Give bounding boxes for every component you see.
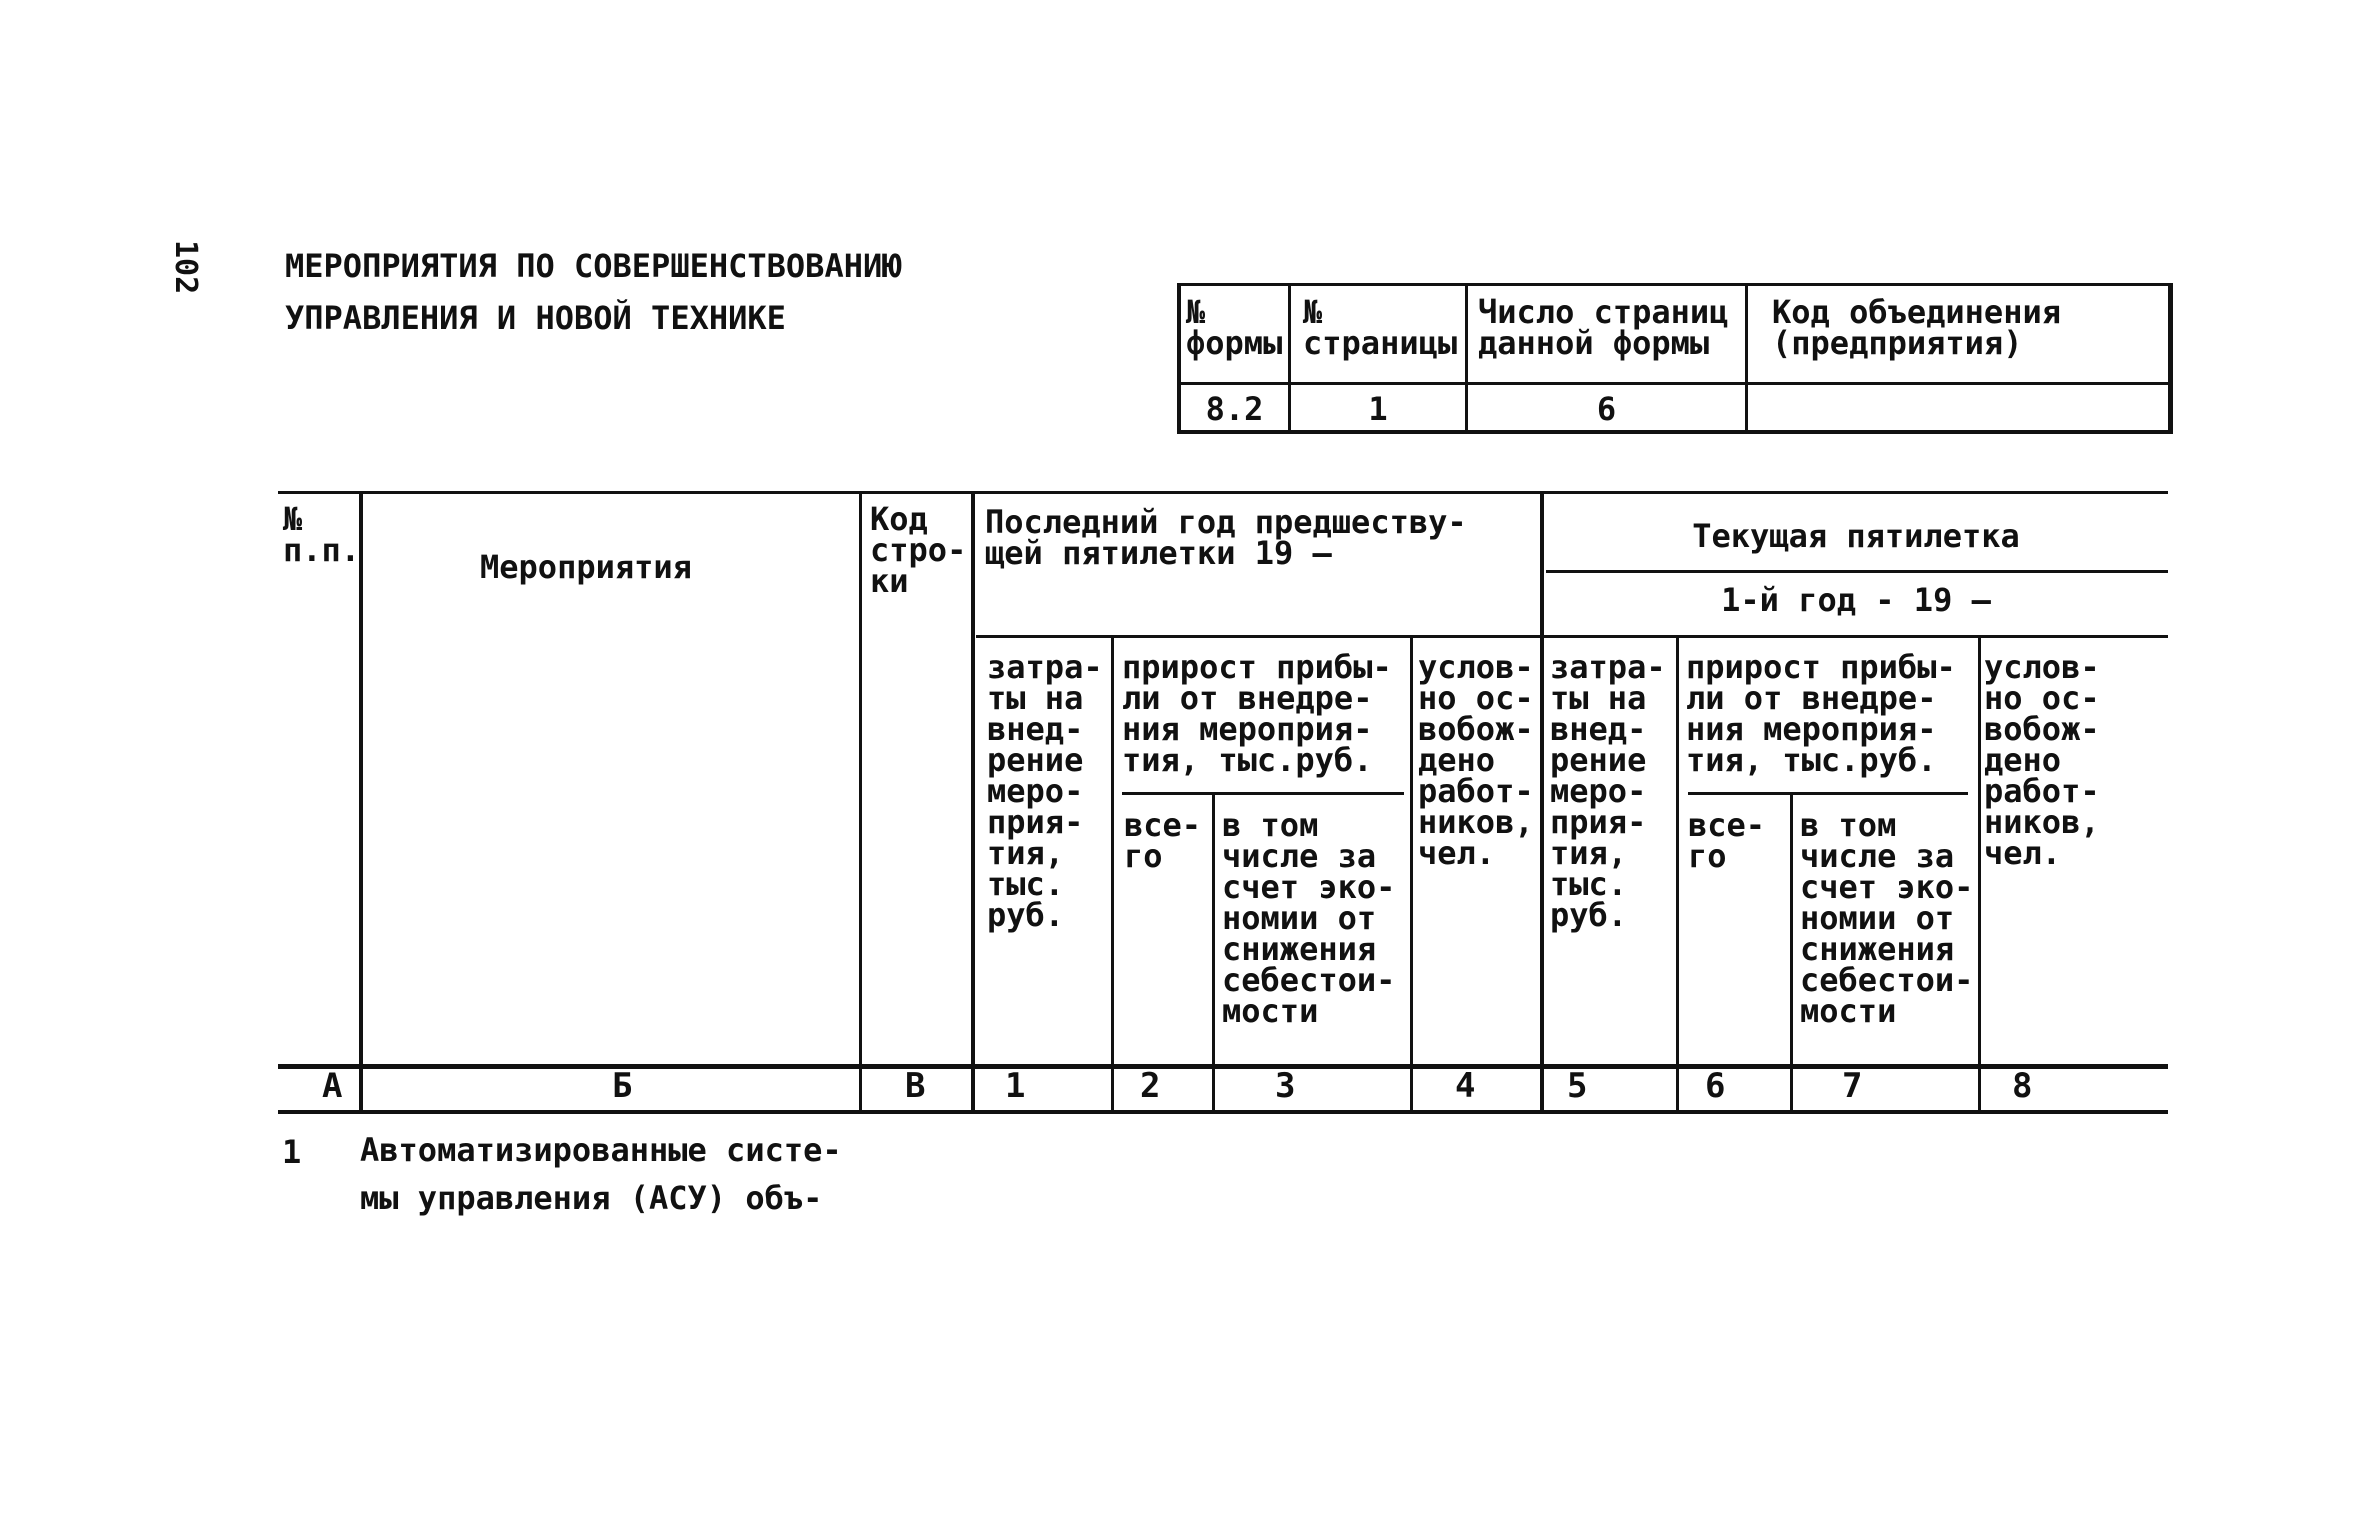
page-number-value: 1 bbox=[1368, 390, 1388, 428]
col-letter-v: В bbox=[905, 1066, 926, 1106]
prev-period-header: Последний год предшеству- щей пятилетки 19 — bbox=[985, 503, 1467, 572]
page-number: 102 bbox=[168, 240, 203, 295]
col-letter-b: Б bbox=[612, 1066, 633, 1106]
title-line-1: МЕРОПРИЯТИЯ ПО СОВЕРШЕНСТВОВАНИЮ bbox=[285, 247, 902, 285]
col-letter-8: 8 bbox=[2012, 1066, 2033, 1106]
col-letter-1: 1 bbox=[1005, 1066, 1026, 1106]
current-period-header: Текущая пятилетка bbox=[1692, 517, 2020, 555]
prev-including-header: в том числе за счет эко- номии от снижения себестои- мости bbox=[1222, 806, 1396, 1030]
prev-total-header: все- го bbox=[1124, 806, 1202, 875]
prev-released-header: услов- но ос- вобож- дено работ- ников, чел. bbox=[1418, 648, 1534, 872]
cur-total-header: все- го bbox=[1688, 806, 1766, 875]
association-code-header: Код объединения (предприятия) bbox=[1772, 293, 2061, 362]
pages-count-value: 6 bbox=[1596, 390, 1617, 428]
col-letter-5: 5 bbox=[1567, 1066, 1588, 1106]
col-code-header: Код стро- ки bbox=[870, 500, 967, 600]
col-np-header: № п.п. bbox=[283, 500, 361, 569]
col-letter-2: 2 bbox=[1140, 1066, 1161, 1106]
prev-profit-header: прирост прибы- ли от внедре- ния мероприя- тия, тыс.руб. bbox=[1122, 648, 1392, 779]
prev-costs-header: затра- ты на внед- рение меро- прия- тия, тыс. руб. bbox=[987, 648, 1103, 934]
col-measures-header: Мероприятия bbox=[480, 548, 692, 586]
form-number-header: № формы bbox=[1186, 293, 1283, 362]
row-1-text: Автоматизированные систе- мы управления (АСУ) объ- bbox=[360, 1131, 842, 1217]
col-letter-a: А bbox=[322, 1066, 343, 1106]
col-letter-4: 4 bbox=[1455, 1066, 1476, 1106]
row-1-number: 1 bbox=[282, 1133, 302, 1171]
col-letter-7: 7 bbox=[1842, 1066, 1863, 1106]
cur-including-header: в том числе за счет эко- номии от снижения себестои- мости bbox=[1800, 806, 1974, 1030]
form-number-value: 8.2 bbox=[1205, 390, 1264, 428]
col-letter-6: 6 bbox=[1705, 1066, 1726, 1106]
current-year-header: 1-й год - 19 — bbox=[1721, 581, 1991, 619]
cur-profit-header: прирост прибы- ли от внедре- ния мероприя- тия, тыс.руб. bbox=[1686, 648, 1956, 779]
title-line-2: УПРАВЛЕНИЯ И НОВОЙ ТЕХНИКЕ bbox=[285, 299, 786, 337]
pages-count-header: Число страниц данной формы bbox=[1478, 293, 1729, 362]
page-number-header: № страницы bbox=[1303, 293, 1458, 362]
document-title bbox=[285, 240, 902, 344]
cur-released-header: услов- но ос- вобож- дено работ- ников, чел. bbox=[1984, 648, 2100, 872]
col-letter-3: 3 bbox=[1275, 1066, 1296, 1106]
cur-costs-header: затра- ты на внед- рение меро- прия- тия, тыс. руб. bbox=[1550, 648, 1666, 934]
